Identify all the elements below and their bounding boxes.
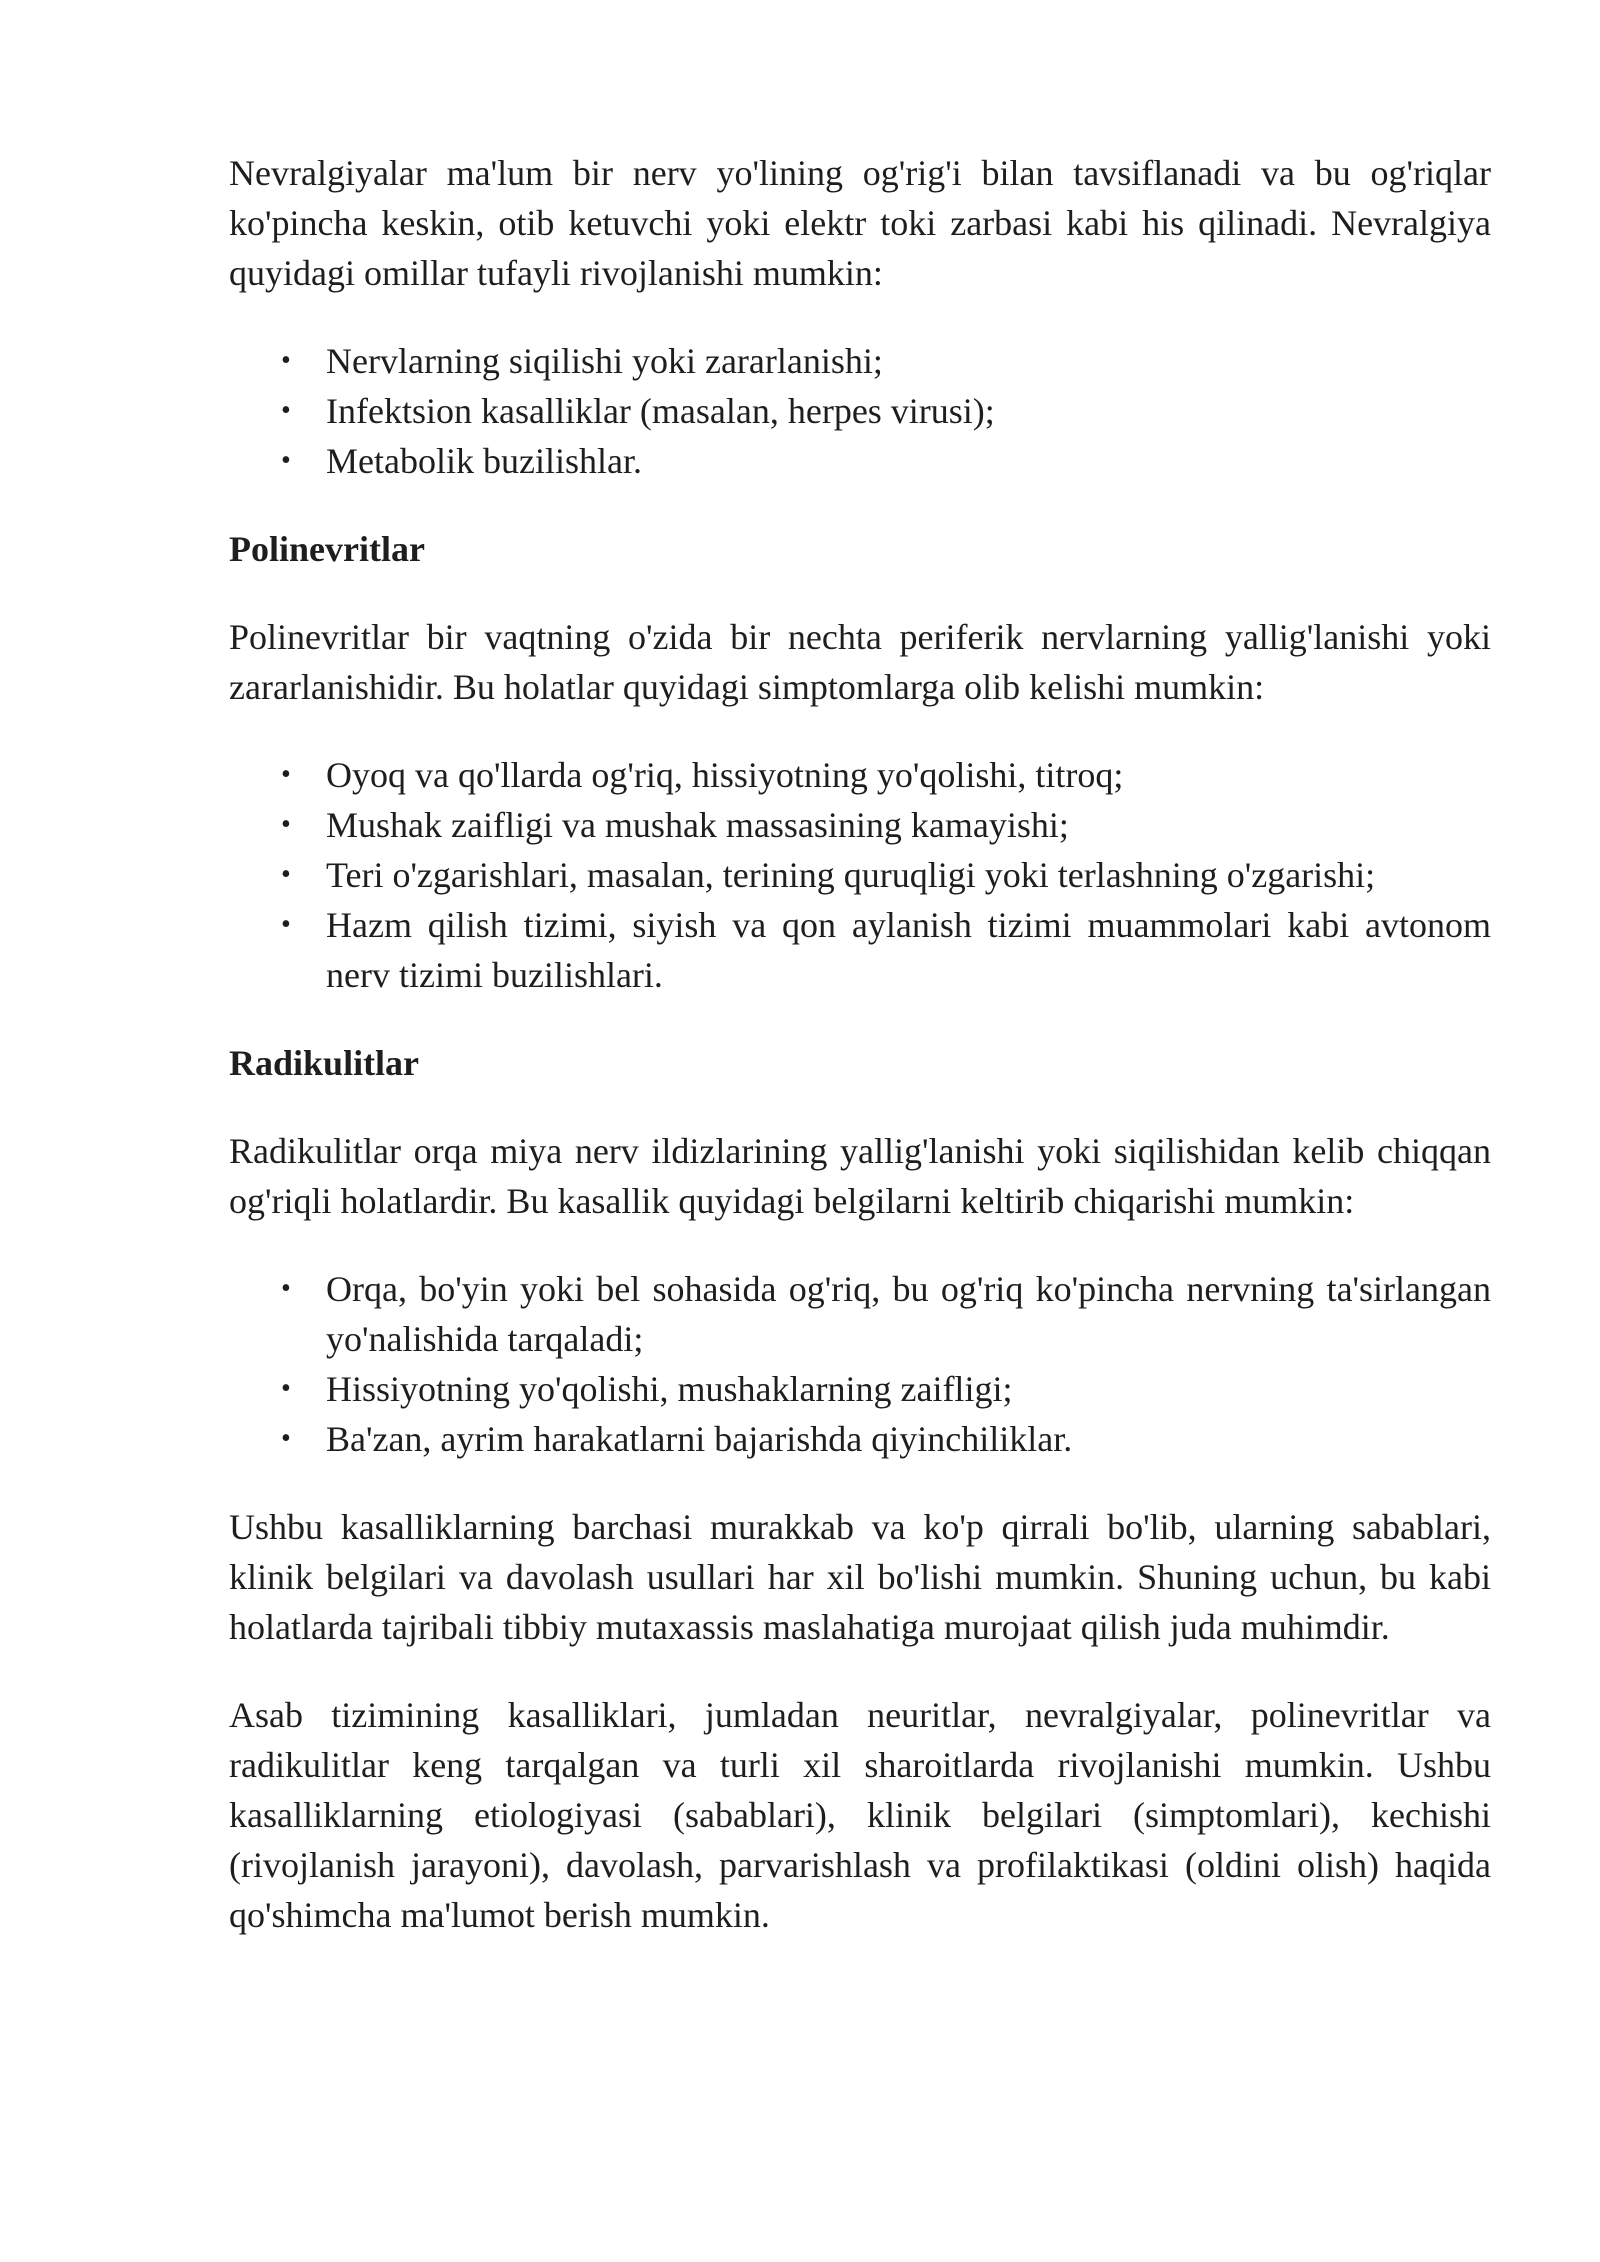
bullet-icon: • — [281, 909, 291, 940]
list-item — [229, 850, 1491, 900]
bullet-icon: • — [281, 1423, 291, 1454]
list-item-text: Mushak zaifligi va mushak massasining kamayishi; — [326, 805, 1069, 845]
polinevritlar-symptoms-list — [229, 750, 1491, 1000]
list-item — [229, 336, 1491, 386]
list-item-text: Hazm qilish tizimi, siyish va qon aylanish tizimi muammolari kabi avtonom nerv tizimi buzilishlari. — [326, 905, 1491, 995]
polinevritlar-paragraph: Polinevritlar bir vaqtning o'zida bir nechta periferik nervlarning yallig'lanishi yoki zararlanishidir. Bu holatlar quyidagi simptomlarga olib kelishi mumkin: — [229, 617, 1491, 707]
intro-paragraph: Nevralgiyalar ma'lum bir nerv yo'lining og'rig'i bilan tavsiflanadi va bu og'riqlar ko'pincha keskin, otib ketuvchi yoki elektr toki zarbasi kabi his qilinadi. Nevralgiya quyidagi omillar tufayli rivojlanishi mumkin: — [229, 153, 1491, 293]
radikulitlar-paragraph: Radikulitlar orqa miya nerv ildizlarining yallig'lanishi yoki siqilishidan kelib chiqqan og'riqli holatlardir. Bu kasallik quyidagi belgilarni keltirib chiqarishi mumkin: — [229, 1131, 1491, 1221]
list-item — [229, 750, 1491, 800]
list-item-text: Metabolik buzilishlar. — [326, 441, 642, 481]
bullet-icon: • — [281, 445, 291, 476]
document-page — [229, 148, 1491, 1978]
list-item — [229, 1414, 1491, 1464]
list-item — [229, 1264, 1491, 1364]
list-item — [229, 1364, 1491, 1414]
list-item — [229, 386, 1491, 436]
causes-list — [229, 336, 1491, 486]
list-item-text: Ba'zan, ayrim harakatlarni bajarishda qiyinchiliklar. — [326, 1419, 1073, 1459]
bullet-icon: • — [281, 1373, 291, 1404]
list-item-text: Orqa, bo'yin yoki bel sohasida og'riq, bu og'riq ko'pincha nervning ta'sirlangan yo'nalishida tarqaladi; — [326, 1269, 1491, 1359]
list-item — [229, 900, 1491, 1000]
bullet-icon: • — [281, 809, 291, 840]
bullet-icon: • — [281, 395, 291, 426]
list-item — [229, 800, 1491, 850]
section-heading-radikulitlar: Radikulitlar — [229, 1043, 420, 1083]
bullet-icon: • — [281, 1273, 291, 1304]
list-item — [229, 436, 1491, 486]
list-item-text: Nervlarning siqilishi yoki zararlanishi; — [326, 341, 883, 381]
bullet-icon: • — [281, 759, 291, 790]
section-heading-polinevritlar: Polinevritlar — [229, 529, 425, 569]
summary-paragraph: Asab tizimining kasalliklari, jumladan neuritlar, nevralgiyalar, polinevritlar va radikulitlar keng tarqalgan va turli xil sharoitlarda rivojlanishi mumkin. Ushbu kasalliklarning etiologiyasi (sabablari), klinik belgilari (simptomlari), kechishi (rivojlanish jarayoni), davolash, parvarishlash va profilaktikasi (oldini olish) haqida qo'shimcha ma'lumot berish mumkin. — [229, 1695, 1491, 1935]
list-item-text: Hissiyotning yo'qolishi, mushaklarning zaifligi; — [326, 1369, 1013, 1409]
bullet-icon: • — [281, 345, 291, 376]
list-item-text: Infektsion kasalliklar (masalan, herpes virusi); — [326, 391, 995, 431]
conclusion-paragraph: Ushbu kasalliklarning barchasi murakkab va ko'p qirrali bo'lib, ularning sabablari, klinik belgilari va davolash usullari har xil bo'lishi mumkin. Shuning uchun, bu kabi holatlarda tajribali tibbiy mutaxassis maslahatiga murojaat qilish juda muhimdir. — [229, 1507, 1491, 1647]
bullet-icon: • — [281, 859, 291, 890]
radikulitlar-symptoms-list — [229, 1264, 1491, 1464]
list-item-text: Oyoq va qo'llarda og'riq, hissiyotning yo'qolishi, titroq; — [326, 755, 1124, 795]
list-item-text: Teri o'zgarishlari, masalan, terining quruqligi yoki terlashning o'zgarishi; — [326, 855, 1376, 895]
